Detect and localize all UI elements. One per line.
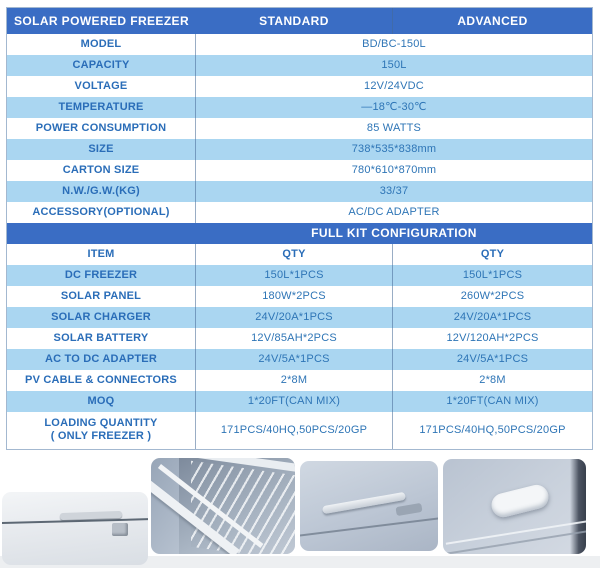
spec-value: 33/37 bbox=[379, 184, 409, 197]
kit-standard-qty: 180W*2PCS bbox=[196, 286, 393, 307]
kit-row-solar-panel bbox=[7, 286, 592, 307]
spec-value: AC/DC ADAPTER bbox=[348, 205, 440, 218]
spec-value: 85 WATTS bbox=[366, 121, 422, 134]
kit-label: DC FREEZER bbox=[7, 265, 196, 286]
kit-advanced-qty: 1*20FT(CAN MIX) bbox=[446, 394, 539, 407]
kit-advanced-qty: 171PCS/40HQ,50PCS/20GP bbox=[419, 423, 566, 436]
interior-lamp bbox=[489, 482, 551, 519]
spec-label: CAPACITY bbox=[7, 55, 196, 76]
spec-row-capacity bbox=[7, 55, 592, 76]
spec-value: 780*610*870mm bbox=[351, 163, 437, 176]
kit-label: SOLAR PANEL bbox=[7, 286, 196, 307]
spec-label: TEMPERATURE bbox=[7, 97, 196, 118]
kit-row-ac-dc-adapter bbox=[7, 349, 592, 370]
interior-corner-shadow bbox=[570, 459, 586, 554]
kit-header-row bbox=[7, 244, 592, 265]
spec-label: POWER CONSUMPTION bbox=[7, 118, 196, 139]
spec-row-voltage bbox=[7, 76, 592, 97]
kit-row-loading-quantity bbox=[7, 412, 592, 449]
kit-standard-qty: 24V/20A*1PCS bbox=[196, 307, 393, 328]
column-header-standard: STANDARD bbox=[196, 8, 393, 34]
kit-advanced-qty: 150L*1PCS bbox=[462, 268, 523, 281]
kit-advanced-qty: 24V/20A*1PCS bbox=[453, 310, 532, 323]
kit-header-qty-advanced: QTY bbox=[480, 247, 505, 260]
spec-row-model bbox=[7, 34, 592, 55]
freezer-closed-lid-photo bbox=[2, 492, 148, 565]
spec-value: —18℃-30℃ bbox=[361, 100, 427, 113]
kit-row-solar-charger bbox=[7, 307, 592, 328]
freezer-interior-basket-photo bbox=[151, 458, 295, 554]
kit-label: PV CABLE & CONNECTORS bbox=[7, 370, 196, 391]
lid-edge-line bbox=[300, 515, 438, 538]
kit-advanced-qty: 12V/120AH*2PCS bbox=[446, 331, 539, 344]
full-kit-band bbox=[7, 223, 592, 244]
kit-standard-qty: 171PCS/40HQ,50PCS/20GP bbox=[196, 412, 393, 449]
loading-label-line1: LOADING QUANTITY bbox=[44, 417, 158, 430]
handle-grip bbox=[395, 503, 422, 516]
kit-label: SOLAR CHARGER bbox=[7, 307, 196, 328]
wire-basket-mesh bbox=[191, 461, 295, 554]
kit-label: MOQ bbox=[7, 391, 196, 412]
spec-value: 738*535*838mm bbox=[351, 142, 437, 155]
page-title: SOLAR POWERED FREEZER bbox=[13, 13, 190, 28]
spec-label: SIZE bbox=[7, 139, 196, 160]
kit-label bbox=[7, 412, 196, 449]
kit-standard-qty: 150L*1PCS bbox=[196, 265, 393, 286]
spec-value: BD/BC-150L bbox=[362, 37, 426, 50]
spec-value: 12V/24VDC bbox=[364, 79, 424, 92]
kit-standard-qty: 2*8M bbox=[196, 370, 393, 391]
kit-row-pv-cable bbox=[7, 370, 592, 391]
kit-label: SOLAR BATTERY bbox=[7, 328, 196, 349]
full-kit-title: FULL KIT CONFIGURATION bbox=[311, 226, 477, 241]
spec-label: VOLTAGE bbox=[7, 76, 196, 97]
spec-value: 150L bbox=[381, 58, 407, 71]
spec-label: ACCESSORY(OPTIONAL) bbox=[7, 202, 196, 223]
spec-row-carton-size bbox=[7, 160, 592, 181]
kit-standard-qty: 24V/5A*1PCS bbox=[196, 349, 393, 370]
spec-label: N.W./G.W.(KG) bbox=[7, 181, 196, 202]
kit-advanced-qty: 2*8M bbox=[479, 373, 506, 386]
kit-row-dc-freezer bbox=[7, 265, 592, 286]
spec-row-size bbox=[7, 139, 592, 160]
kit-row-solar-battery bbox=[7, 328, 592, 349]
spec-label: MODEL bbox=[7, 34, 196, 55]
handle-bar bbox=[322, 492, 406, 514]
kit-header-item: ITEM bbox=[7, 244, 196, 265]
kit-standard-qty: 12V/85AH*2PCS bbox=[196, 328, 393, 349]
table-header-row bbox=[7, 8, 592, 34]
freezer-lid-handle-photo bbox=[300, 461, 438, 551]
spec-label: CARTON SIZE bbox=[7, 160, 196, 181]
kit-standard-qty: 1*20FT(CAN MIX) bbox=[196, 391, 393, 412]
spec-row-power-consumption bbox=[7, 118, 592, 139]
band-empty-cell bbox=[7, 223, 196, 244]
spec-table bbox=[6, 7, 593, 450]
spec-row-nw-gw bbox=[7, 181, 592, 202]
freezer-interior-lamp-photo bbox=[443, 459, 586, 554]
spec-row-temperature bbox=[7, 97, 592, 118]
kit-header-qty-standard: QTY bbox=[196, 244, 393, 265]
kit-advanced-qty: 260W*2PCS bbox=[460, 289, 525, 302]
kit-advanced-qty: 24V/5A*1PCS bbox=[456, 352, 529, 365]
spec-row-accessory bbox=[7, 202, 592, 223]
lid-lock bbox=[112, 523, 128, 536]
kit-label: AC TO DC ADAPTER bbox=[7, 349, 196, 370]
loading-label-line2: ( ONLY FREEZER ) bbox=[50, 430, 152, 442]
column-header-advanced: ADVANCED bbox=[457, 13, 528, 28]
kit-row-moq bbox=[7, 391, 592, 412]
